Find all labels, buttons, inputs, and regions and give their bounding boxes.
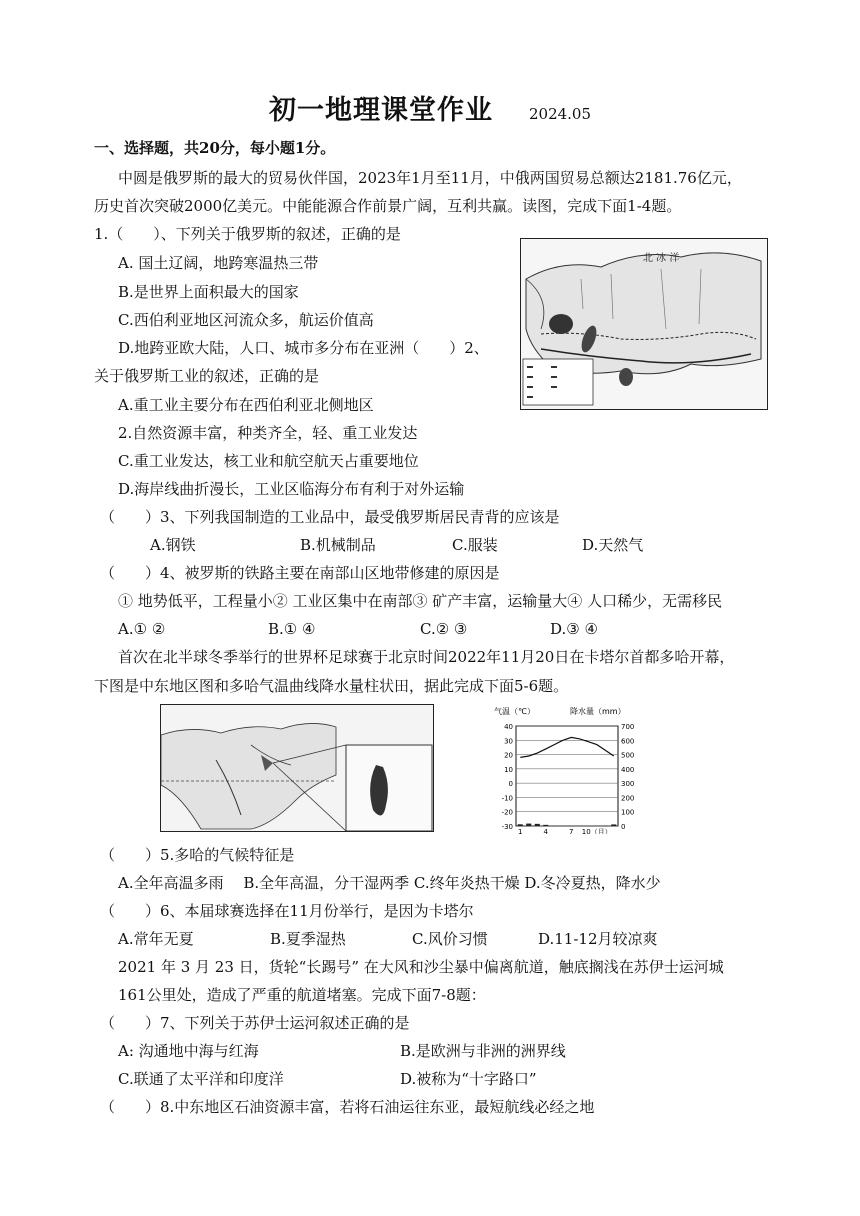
temp-tick-label: 10 xyxy=(504,765,513,774)
q2-stem: 关于俄罗斯工业的叙述，正确的是 xyxy=(94,367,320,385)
precip-tick-label: 0 xyxy=(621,823,626,831)
q4-option-d: D.③ ④ xyxy=(550,620,598,638)
q1-option-a: A. 国土辽阔，地跨寒温热三带 xyxy=(118,254,319,272)
precip-bar xyxy=(543,825,548,826)
q7-stem: （ ）7、下列关于苏伊士运河叙述正确的是 xyxy=(100,1014,410,1032)
passage1-line2: 历史首次突破2000亿美元。中能能源合作前景广阔，互利共赢。读图，完成下面1-4题。 xyxy=(94,197,682,215)
q6-stem: （ ）6、本届球赛选择在11月份举行，是因为卡塔尔 xyxy=(100,902,474,920)
q5-options: A.全年高温多雨 B.全年高温，分干湿两季 C.终年炎热干燥 D.冬冷夏热，降水少 xyxy=(118,874,661,892)
q7-option-c: C.联通了太平洋和印度洋 xyxy=(118,1070,284,1088)
precip-tick-label: 200 xyxy=(621,794,635,803)
passage2-line1: 首次在北半球冬季举行的世界杯足球赛于北京时间2022年11月20日在卡塔尔首都多哈开幕， xyxy=(118,648,735,666)
q2-option-b: 2.自然资源丰富，种类齐全，轻、重工业发达 xyxy=(118,424,418,442)
q3-option-c: C.服装 xyxy=(452,536,498,554)
q4-option-b: B.① ④ xyxy=(268,620,316,638)
precip-bar xyxy=(526,824,531,826)
passage1-line1: 中圆是俄罗斯的最大的贸易伙伴国，2023年1月至11月，中俄两国贸易总额达2181.76亿元， xyxy=(118,169,742,187)
q4-stem: （ ）4、被罗斯的铁路主要在南部山区地带修建的原因是 xyxy=(100,564,500,582)
precip-bar xyxy=(611,824,616,826)
q6-option-b: B.夏季湿热 xyxy=(270,930,346,948)
q7-option-d: D.被称为“十字路口” xyxy=(400,1070,537,1088)
x-tick-label: 1 xyxy=(518,828,523,834)
passage3-line1: 2021 年 3 月 23 日，货轮“长踢号” 在大风和沙尘暴中偏离航道，触底搁浅在苏伊士运河城 xyxy=(118,958,724,976)
precip-tick-label: 600 xyxy=(621,737,635,746)
q6-option-d: D.11-12月较凉爽 xyxy=(538,930,658,948)
q3-option-a: A.钢铁 xyxy=(150,536,196,554)
q2-option-c: C.重工业发达，核工业和航空航天占重要地位 xyxy=(118,452,419,470)
precip-tick-label: 400 xyxy=(621,765,635,774)
temp-axis-label: 气温（℃） xyxy=(494,707,535,716)
x-tick-label: 7 xyxy=(569,828,574,834)
q7-option-a: A: 沟通地中海与红海 xyxy=(118,1042,259,1060)
page-title xyxy=(0,88,860,127)
temp-tick-label: 0 xyxy=(508,780,513,789)
q8-stem: （ ）8.中东地区石油资源丰富，若将石油运往东亚，最短航线必经之地 xyxy=(100,1098,595,1116)
q3-stem: （ ）3、下列我国制造的工业品中，最受俄罗斯居民青背的应该是 xyxy=(100,508,560,526)
middle-east-map xyxy=(160,704,434,832)
q3-option-b: B.机械制品 xyxy=(300,536,376,554)
precip-tick-label: 700 xyxy=(621,723,635,731)
q1-option-b: B.是世界上面积最大的国家 xyxy=(118,283,299,301)
q3-option-d: D.天然气 xyxy=(582,536,644,554)
date-text: 2024.05 xyxy=(528,105,592,123)
temp-tick-label: 40 xyxy=(504,723,513,731)
title-text: 初一地理课堂作业 xyxy=(268,95,493,126)
q2-option-d: D.海岸线曲折漫长，工业区临海分布有利于对外运输 xyxy=(118,480,465,498)
temp-tick-label: -30 xyxy=(501,823,513,831)
q6-option-a: A.常年无夏 xyxy=(118,930,194,948)
q1-option-c: C.西伯利亚地区河流众多，航运价值高 xyxy=(118,311,374,329)
chart-frame xyxy=(516,726,618,826)
q4-option-a: A.① ② xyxy=(118,620,166,638)
q1-stem: 1.（ ）、下列关于俄罗斯的叙述，正确的是 xyxy=(94,225,401,243)
precip-bar xyxy=(518,824,523,826)
x-tick-label: 4 xyxy=(543,828,548,834)
q6-option-c: C.风价习惯 xyxy=(412,930,488,948)
precip-bar xyxy=(535,824,540,826)
precip-tick-label: 100 xyxy=(621,808,635,817)
temp-tick-label: -20 xyxy=(501,808,513,817)
q5-stem: （ ）5.多哈的气候特征是 xyxy=(100,846,295,864)
q7-option-b: B.是欧洲与非洲的洲界线 xyxy=(400,1042,566,1060)
x-tick-label: 10（月） xyxy=(581,828,612,834)
q4-option-c: C.② ③ xyxy=(420,620,468,638)
doha-climate-chart xyxy=(492,704,642,834)
section-heading: 一、选择题，共20分，每小题1分。 xyxy=(94,139,336,157)
precip-axis-label: 降水量（mm） xyxy=(570,707,626,716)
passage3-line2: 161公里处，造成了严重的航道堵塞。完成下面7-8题： xyxy=(118,986,486,1004)
passage2-line2: 下图是中东地区图和多哈气温曲线降水量柱状田，据此完成下面5-6题。 xyxy=(94,677,569,695)
precip-tick-label: 300 xyxy=(621,780,635,789)
q1-option-d: D.地跨亚欧大陆，人口、城市多分布在亚洲（ ）2、 xyxy=(118,339,489,357)
q2-option-a: A.重工业主要分布在西伯利亚北侧地区 xyxy=(118,396,374,414)
q4-options: ① 地势低平，工程量小② 工业区集中在南部③ 矿产丰富，运输量大④ 人口稀少，无需移民 xyxy=(118,592,723,610)
temp-tick-label: 20 xyxy=(504,751,513,760)
russia-map xyxy=(520,238,768,410)
temp-tick-label: 30 xyxy=(504,737,513,746)
ocean-label: 北 冰 洋 xyxy=(643,253,680,264)
temp-tick-label: -10 xyxy=(501,794,513,803)
precip-tick-label: 500 xyxy=(621,751,635,760)
